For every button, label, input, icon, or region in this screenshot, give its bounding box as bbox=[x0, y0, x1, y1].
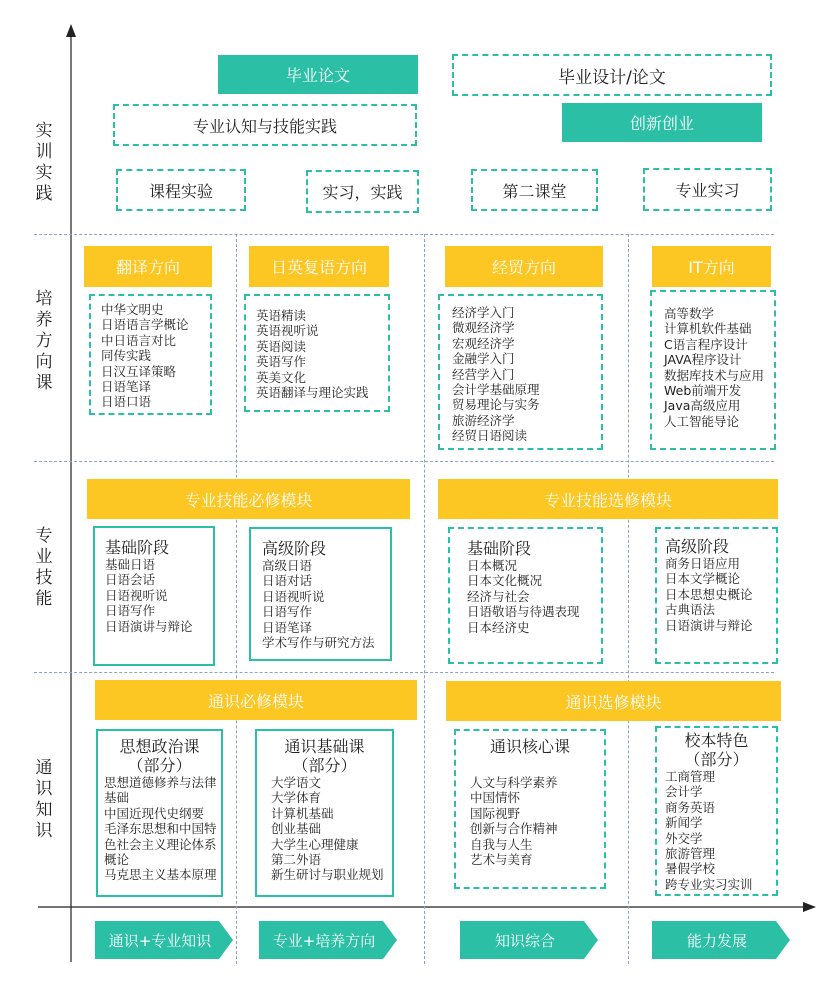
internship-box: 实习，实践 bbox=[306, 170, 419, 213]
list-item: Web前端开发 bbox=[664, 383, 742, 399]
list-item: 英语写作 bbox=[256, 354, 307, 370]
design-thesis-box: 毕业设计/论文 bbox=[452, 54, 772, 96]
direction-title: IT方向 bbox=[652, 246, 771, 287]
list-item: 日本思想史概论 bbox=[665, 586, 753, 602]
major-internship-box: 专业实习 bbox=[643, 168, 772, 211]
course-list bbox=[101, 302, 210, 410]
list-item: 经贸日语阅读 bbox=[452, 428, 528, 444]
list-item: 日语写作 bbox=[105, 603, 156, 619]
direction-course-list bbox=[650, 290, 776, 450]
skill-stage-box bbox=[448, 527, 603, 664]
list-item: 基础日语 bbox=[105, 557, 156, 572]
list-item: 第二外语 bbox=[271, 852, 322, 868]
list-item: 大学生心理健康 bbox=[271, 836, 359, 852]
block-title: 通识核心课 bbox=[489, 737, 570, 756]
list-item: 英语精读 bbox=[256, 308, 307, 323]
row-divider bbox=[34, 672, 774, 673]
arrow-label: 知识综合 bbox=[494, 931, 555, 950]
list-item: 经营学入门 bbox=[452, 366, 515, 382]
list-item: 商务日语应用 bbox=[665, 556, 741, 571]
stage-title: 高级阶段 bbox=[262, 539, 327, 558]
list-item: 中日语言对比 bbox=[101, 332, 177, 348]
list-item: 概论 bbox=[104, 852, 130, 868]
block-subtitle: （部分） bbox=[684, 750, 749, 769]
list-item: 宏观经济学 bbox=[452, 335, 515, 351]
list-item: 微观经济学 bbox=[452, 320, 515, 336]
skill-stage-box bbox=[655, 527, 778, 664]
block-subtitle: （部分） bbox=[127, 756, 192, 775]
direction-title: 日英复语方向 bbox=[249, 246, 389, 287]
skill-stage-box bbox=[249, 527, 392, 661]
row-divider bbox=[34, 234, 774, 235]
list-item: JAVA程序设计 bbox=[664, 352, 742, 368]
arrow-label: 专业+培养方向 bbox=[272, 931, 376, 950]
column-divider bbox=[628, 234, 629, 964]
list-item: 英美文化 bbox=[256, 369, 307, 385]
stage-arrow bbox=[460, 921, 598, 959]
list-item: 色社会主义理论体系 bbox=[104, 836, 217, 852]
list-item: 跨专业实习实训 bbox=[665, 876, 753, 892]
list-item: 日语演讲与辩论 bbox=[665, 617, 753, 633]
block-title: 通识基础课 bbox=[284, 737, 365, 756]
course-list bbox=[467, 558, 601, 635]
list-item: 艺术与美育 bbox=[470, 852, 533, 868]
list-item: 日语写作 bbox=[262, 604, 313, 620]
course-list bbox=[105, 557, 213, 634]
list-item: 日语笔译 bbox=[262, 619, 313, 635]
row-divider bbox=[34, 461, 774, 462]
innovation-box: 创新创业 bbox=[562, 103, 762, 142]
list-item: 中国近现代史纲要 bbox=[104, 805, 205, 821]
list-item: 日本经济史 bbox=[467, 619, 530, 635]
list-item: Java高级应用 bbox=[664, 398, 741, 414]
row-label-direction: 培养方向课 bbox=[35, 289, 53, 393]
direction-course-list bbox=[244, 294, 390, 412]
list-item: 工商管理 bbox=[665, 769, 716, 784]
course-list bbox=[664, 306, 774, 429]
list-item: 日语笔译 bbox=[101, 379, 152, 395]
direction-course-list bbox=[438, 294, 603, 450]
list-item: 日语视听说 bbox=[105, 587, 168, 603]
list-item: 人文与科学素养 bbox=[470, 775, 558, 790]
list-item: C语言程序设计 bbox=[664, 336, 748, 352]
cognition-practice-box: 专业认知与技能实践 bbox=[113, 104, 417, 146]
arrow-label: 通识+专业知识 bbox=[108, 931, 212, 950]
skill-stage-box bbox=[93, 526, 215, 666]
course-list bbox=[452, 305, 601, 444]
course-list bbox=[470, 775, 604, 867]
list-item: 大学体育 bbox=[271, 790, 322, 806]
list-item: 国际视野 bbox=[470, 805, 521, 821]
course-list bbox=[256, 308, 388, 400]
skill-required-module: 专业技能必修模块 bbox=[87, 479, 410, 519]
course-list bbox=[271, 775, 392, 883]
general-elective-module: 通识选修模块 bbox=[446, 681, 781, 721]
list-item: 中华文明史 bbox=[101, 302, 164, 317]
course-list bbox=[104, 775, 221, 883]
stage-arrow bbox=[652, 921, 790, 959]
list-item: 学术写作与研究方法 bbox=[262, 635, 375, 651]
list-item: 新生研讨与职业规划 bbox=[271, 867, 384, 883]
course-experiment-box: 课程实验 bbox=[116, 169, 246, 211]
general-course-box bbox=[255, 729, 394, 897]
column-divider bbox=[236, 234, 237, 964]
course-list bbox=[665, 556, 776, 633]
list-item: 高等数学 bbox=[664, 306, 715, 321]
stage-title: 高级阶段 bbox=[665, 537, 730, 556]
row-label-skill: 专业技能 bbox=[35, 526, 53, 609]
course-list bbox=[665, 769, 776, 892]
list-item: 日汉互译策略 bbox=[101, 363, 177, 379]
list-item: 中国情怀 bbox=[470, 790, 521, 806]
direction-course-list bbox=[89, 294, 212, 415]
list-item: 旅游管理 bbox=[665, 846, 716, 862]
list-item: 日语敬语与待遇表现 bbox=[467, 604, 580, 620]
list-item: 日本概况 bbox=[467, 558, 518, 573]
thesis-box: 毕业论文 bbox=[218, 55, 418, 94]
course-list bbox=[262, 558, 390, 650]
skill-elective-module: 专业技能选修模块 bbox=[438, 479, 778, 519]
list-item: 会计学 bbox=[665, 784, 703, 800]
stage-arrow bbox=[95, 921, 233, 959]
list-item: 毛泽东思想和中国特 bbox=[104, 821, 217, 837]
list-item: 高级日语 bbox=[262, 558, 313, 573]
list-item: 计算机软件基础 bbox=[664, 321, 752, 337]
arrow-label: 能力发展 bbox=[686, 931, 747, 950]
list-item: 英语视听说 bbox=[256, 323, 319, 339]
list-item: 新闻学 bbox=[665, 815, 703, 831]
direction-title: 经贸方向 bbox=[445, 246, 603, 287]
list-item: 日语会话 bbox=[105, 572, 156, 588]
general-course-box bbox=[655, 726, 778, 896]
block-title: 思想政治课 bbox=[119, 737, 200, 756]
direction-title: 翻译方向 bbox=[84, 246, 212, 287]
block-title: 校本特色 bbox=[684, 731, 749, 750]
list-item: 英语翻译与理论实践 bbox=[256, 385, 369, 401]
general-required-module: 通识必修模块 bbox=[95, 680, 417, 720]
list-item: 日本文学概论 bbox=[665, 571, 741, 587]
list-item: 创新与合作精神 bbox=[470, 821, 558, 837]
general-course-box bbox=[454, 729, 606, 889]
general-course-box bbox=[96, 729, 223, 897]
list-item: 经济学入门 bbox=[452, 305, 515, 320]
list-item: 古典语法 bbox=[665, 602, 716, 618]
list-item: 数据库技术与应用 bbox=[664, 367, 765, 383]
list-item: 基础 bbox=[104, 790, 130, 806]
list-item: 马克思主义基本原理 bbox=[104, 867, 217, 883]
list-item: 日语视听说 bbox=[262, 588, 325, 604]
list-item: 人工智能导论 bbox=[664, 413, 740, 429]
list-item: 旅游经济学 bbox=[452, 412, 515, 428]
list-item: 大学语文 bbox=[271, 775, 322, 790]
list-item: 自我与人生 bbox=[470, 836, 533, 852]
list-item: 日语语言学概论 bbox=[101, 317, 189, 333]
row-label-practice: 实训实践 bbox=[35, 121, 53, 204]
list-item: 暑假学校 bbox=[665, 861, 716, 877]
list-item: 经济与社会 bbox=[467, 588, 530, 604]
row-label-general: 通识知识 bbox=[35, 758, 53, 841]
stage-title: 基础阶段 bbox=[105, 538, 170, 557]
list-item: 商务英语 bbox=[665, 799, 716, 815]
list-item: 计算机基础 bbox=[271, 805, 334, 821]
stage-title: 基础阶段 bbox=[467, 539, 532, 558]
list-item: 日语对话 bbox=[262, 573, 313, 589]
list-item: 日本文化概况 bbox=[467, 573, 543, 589]
list-item: 金融学入门 bbox=[452, 351, 515, 367]
list-item: 日语口语 bbox=[101, 394, 152, 410]
list-item: 思想道德修养与法律 bbox=[104, 775, 217, 790]
list-item: 会计学基础原理 bbox=[452, 382, 540, 398]
list-item: 日语演讲与辩论 bbox=[105, 618, 193, 634]
list-item: 贸易理论与实务 bbox=[452, 397, 540, 413]
second-class-box: 第二课堂 bbox=[471, 169, 598, 211]
list-item: 英语阅读 bbox=[256, 338, 307, 354]
column-divider bbox=[424, 234, 425, 964]
list-item: 创业基础 bbox=[271, 821, 322, 837]
list-item: 同传实践 bbox=[101, 348, 152, 364]
stage-arrow bbox=[259, 921, 397, 959]
block-subtitle: （部分） bbox=[292, 756, 357, 775]
list-item: 外交学 bbox=[665, 830, 703, 846]
